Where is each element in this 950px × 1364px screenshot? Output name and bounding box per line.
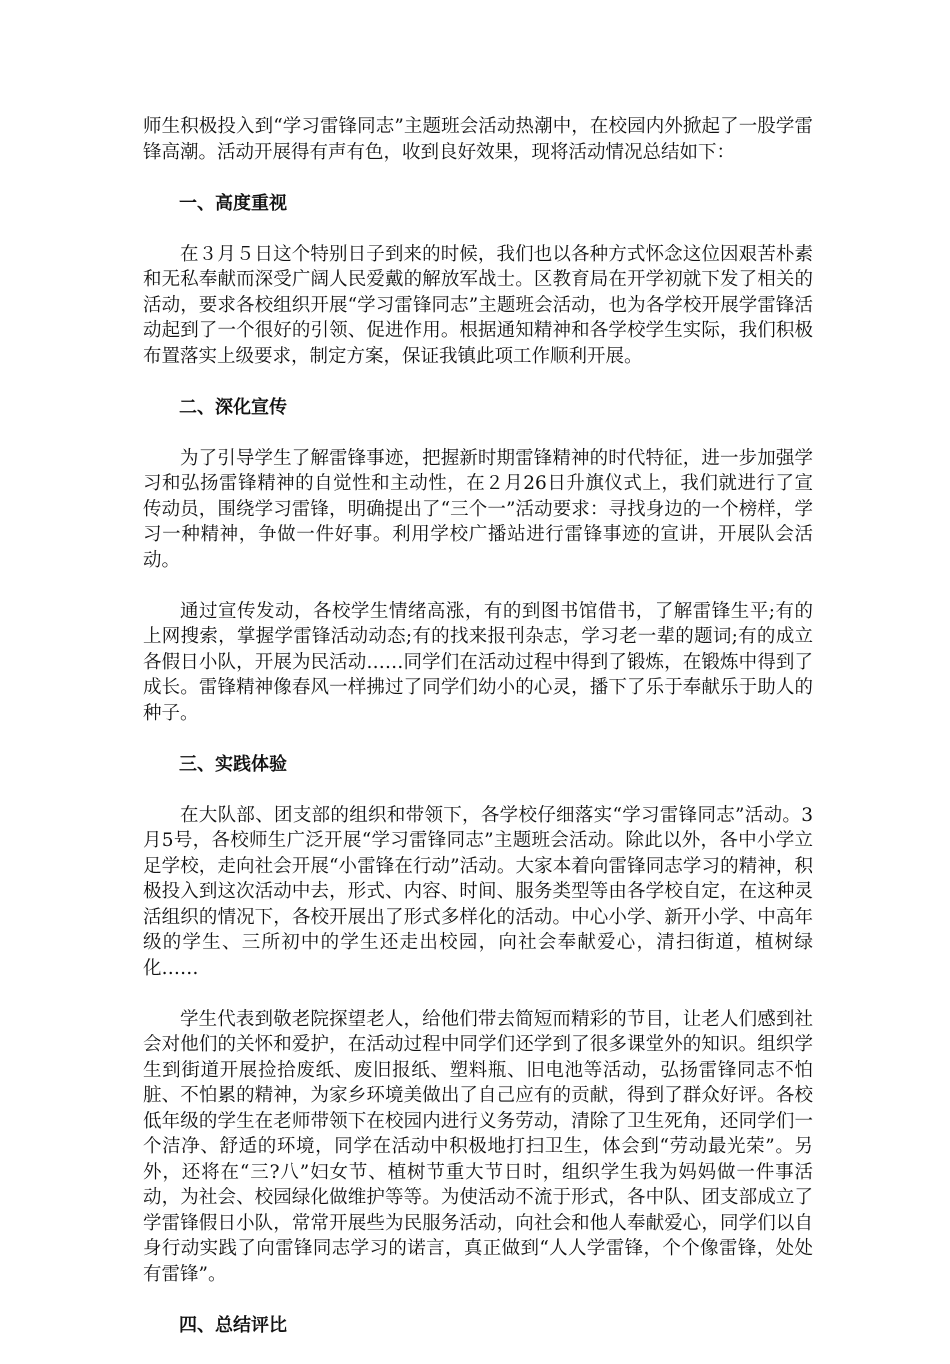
section-heading-2: 二、深化宣传 (179, 396, 287, 418)
section-3-paragraph-2: 学生代表到敬老院探望老人，给他们带去简短而精彩的节目，让老人们感到社会对他们的关怀和爱护，在活动过程中同学们还学到了很多课堂外的知识。组织学生到街道开展捡拾废纸、废旧报纸、塑料瓶、旧电池等活动，弘扬雷锋同志不怕脏、不怕累的精神，为家乡环境美做出了自己应有的贡献，得到了群众好评。各校低年级的学生在老师带领下在校园内进行义务劳动，清除了卫生死角，还同学们一个洁净、舒适的环境，同学在活动中积极地打扫卫生，体会到“劳动最光荣”。另外，还将在“三?八”妇女节、植树节重大节日时，组织学生我为妈妈做一件事活动，为社会、校园绿化做维护等等。为使活动不流于形式，各中队、团支部成立了学雷锋假日小队，常常开展些为民服务活动，向社会和他人奉献爱心，同学们以自身行动实践了向雷锋同志学习的诺言，真正做到“人人学雷锋，个个像雷锋，处处有雷锋”。 (143, 1008, 813, 1285)
document-body (143, 114, 813, 1364)
section-heading-3: 三、实践体验 (179, 753, 287, 775)
intro-paragraph: 师生积极投入到“学习雷锋同志”主题班会活动热潮中，在校园内外掀起了一股学雷锋高潮。活动开展得有声有色，收到良好效果，现将活动情况总结如下： (143, 116, 813, 163)
section-heading-1: 一、高度重视 (179, 192, 287, 214)
section-1-paragraph-1: 在３月５日这个特别日子到来的时候，我们也以各种方式怀念这位因艰苦朴素和无私奉献而深受广阔人民爱戴的解放军战士。区教育局在开学初就下发了相关的活动，要求各校组织开展“学习雷锋同志”主题班会活动，也为各学校开展学雷锋活动起到了一个很好的引领、促进作用。根据通知精神和各学校学生实际，我们积极布置落实上级要求，制定方案，保证我镇此项工作顺利开展。 (143, 243, 813, 367)
section-3-paragraph-1: 在大队部、团支部的组织和带领下，各学校仔细落实“学习雷锋同志”活动。3月5号，各校师生广泛开展“学习雷锋同志”主题班会活动。除此以外，各中小学立足学校，走向社会开展“小雷锋在行动”活动。大家本着向雷锋同志学习的精神，积极投入到这次活动中去，形式、内容、时间、服务类型等由各学校自定，在这种灵活组织的情况下，各校开展出了形式多样化的活动。中心小学、新开小学、中高年级的学生、三所初中的学生还走出校园，向社会奉献爱心，清扫街道，植树绿化…… (143, 804, 813, 979)
section-2-paragraph-2: 通过宣传发动，各校学生情绪高涨，有的到图书馆借书，了解雷锋生平;有的上网搜索，掌握学雷锋活动动态;有的找来报刊杂志，学习老一辈的题词;有的成立各假日小队，开展为民活动……同学们在活动过程中得到了锻炼，在锻炼中得到了成长。雷锋精神像春风一样拂过了同学们幼小的心灵，播下了乐于奉献乐于助人的种子。 (143, 600, 813, 724)
section-heading-4: 四、总结评比 (179, 1314, 287, 1336)
section-2-paragraph-1: 为了引导学生了解雷锋事迹，把握新时期雷锋精神的时代特征，进一步加强学习和弘扬雷锋精神的自觉性和主动性，在２月26日升旗仪式上，我们就进行了宣传动员，围绕学习雷锋，明确提出了“三个一”活动要求：寻找身边的一个榜样，学习一种精神，争做一件好事。利用学校广播站进行雷锋事迹的宣讲，开展队会活动。 (143, 447, 813, 571)
